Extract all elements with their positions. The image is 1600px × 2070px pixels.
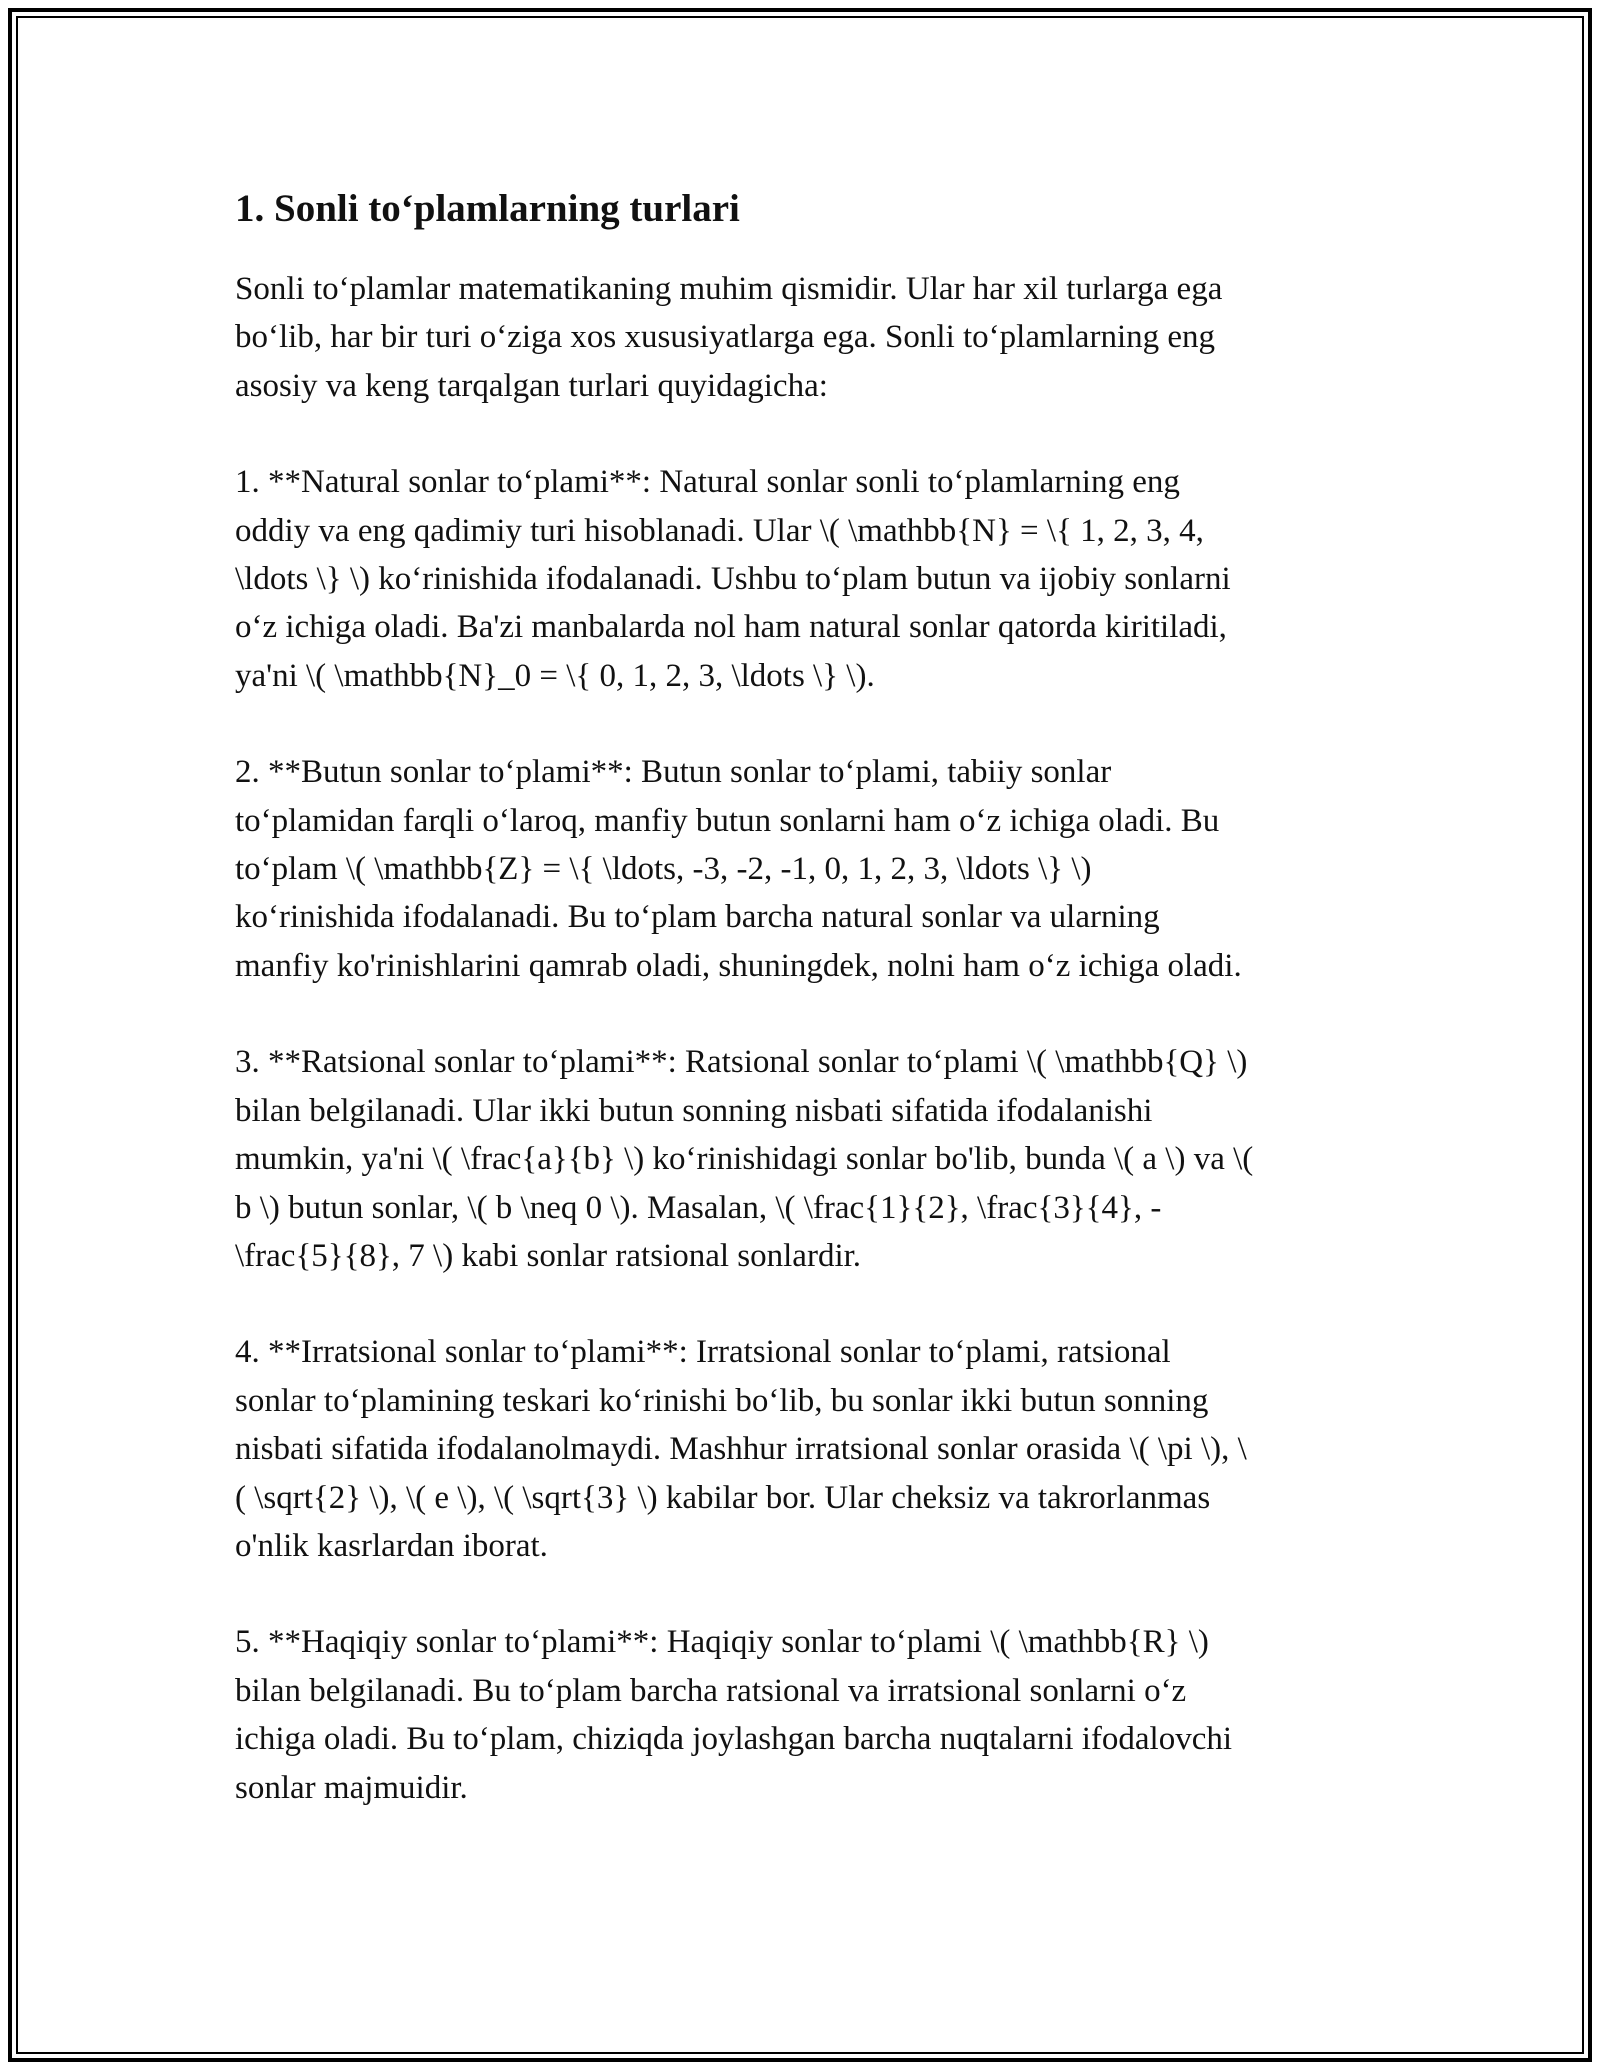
section-heading: 1. Sonli to‘plamlarning turlari (235, 187, 740, 230)
irrational-numbers-paragraph: 4. **Irratsional sonlar to‘plami**: Irratsional sonlar to‘plami, ratsional sonlar to‘plamining teskari ko‘rinishi bo‘lib, bu sonlar ikki butun sonning nisbati sifatida ifodalanolmaydi. Mashhur irratsional sonlar orasida \( \pi \), \ ( \sqrt{2} \), \( e \), \( \sqrt{3} \) kabilar bor. Ular cheksiz va takrorlanmas o'nlik kasrlardan iborat. (235, 1334, 1247, 1564)
real-numbers-paragraph: 5. **Haqiqiy sonlar to‘plami**: Haqiqiy sonlar to‘plami \( \mathbb{R} \) bilan belgilanadi. Bu to‘plam barcha ratsional va irratsional sonlarni o‘z ichiga oladi. Bu to‘plam, chiziqda joylashgan barcha nuqtalarni ifodalovchi sonlar majmuidir. (235, 1624, 1233, 1806)
document-body (235, 183, 1375, 1860)
intro-paragraph: Sonli to‘plamlar matematikaning muhim qismidir. Ular har xil turlarga ega bo‘lib, har bir turi o‘ziga xos xususiyatlarga ega. Sonli to‘plamlarning eng asosiy va keng tarqalgan turlari quyidagicha: (235, 271, 1223, 404)
integers-paragraph: 2. **Butun sonlar to‘plami**: Butun sonlar to‘plami, tabiiy sonlar to‘plamidan farqli o‘laroq, manfiy butun sonlarni ham o‘z ichiga oladi. Bu to‘plam \( \mathbb{Z} = \{ \ldots, -3, -2, -1, 0, 1, 2, 3, \ldots \} \) ko‘rinishida ifodalanadi. Bu to‘plam barcha natural sonlar va ularning manfiy ko'rinishlarini qamrab oladi, shuningdek, nolni ham o‘z ichiga oladi. (235, 754, 1242, 984)
rational-numbers-paragraph: 3. **Ratsional sonlar to‘plami**: Ratsional sonlar to‘plami \( \mathbb{Q} \) bilan belgilanadi. Ular ikki butun sonning nisbati sifatida ifodalanishi mumkin, ya'ni \( \frac{a}{b} \) ko‘rinishidagi sonlar bo'lib, bunda \( a \) va \( b \) butun sonlar, \( b \neq 0 \). Masalan, \( \frac{1}{2}, \frac{3}{4}, - \frac{5}{8}, 7 \) kabi sonlar ratsional sonlardir. (235, 1044, 1254, 1274)
natural-numbers-paragraph: 1. **Natural sonlar to‘plami**: Natural sonlar sonli to‘plamlarning eng oddiy va eng qadimiy turi hisoblanadi. Ular \( \mathbb{N} = \{ 1, 2, 3, 4, \ldots \} \) ko‘rinishida ifodalanadi. Ushbu to‘plam butun va ijobiy sonlarni o‘z ichiga oladi. Ba'zi manbalarda nol ham natural sonlar qatorda kiritiladi, ya'ni \( \mathbb{N}_0 = \{ 0, 1, 2, 3, \ldots \} \). (235, 464, 1231, 694)
